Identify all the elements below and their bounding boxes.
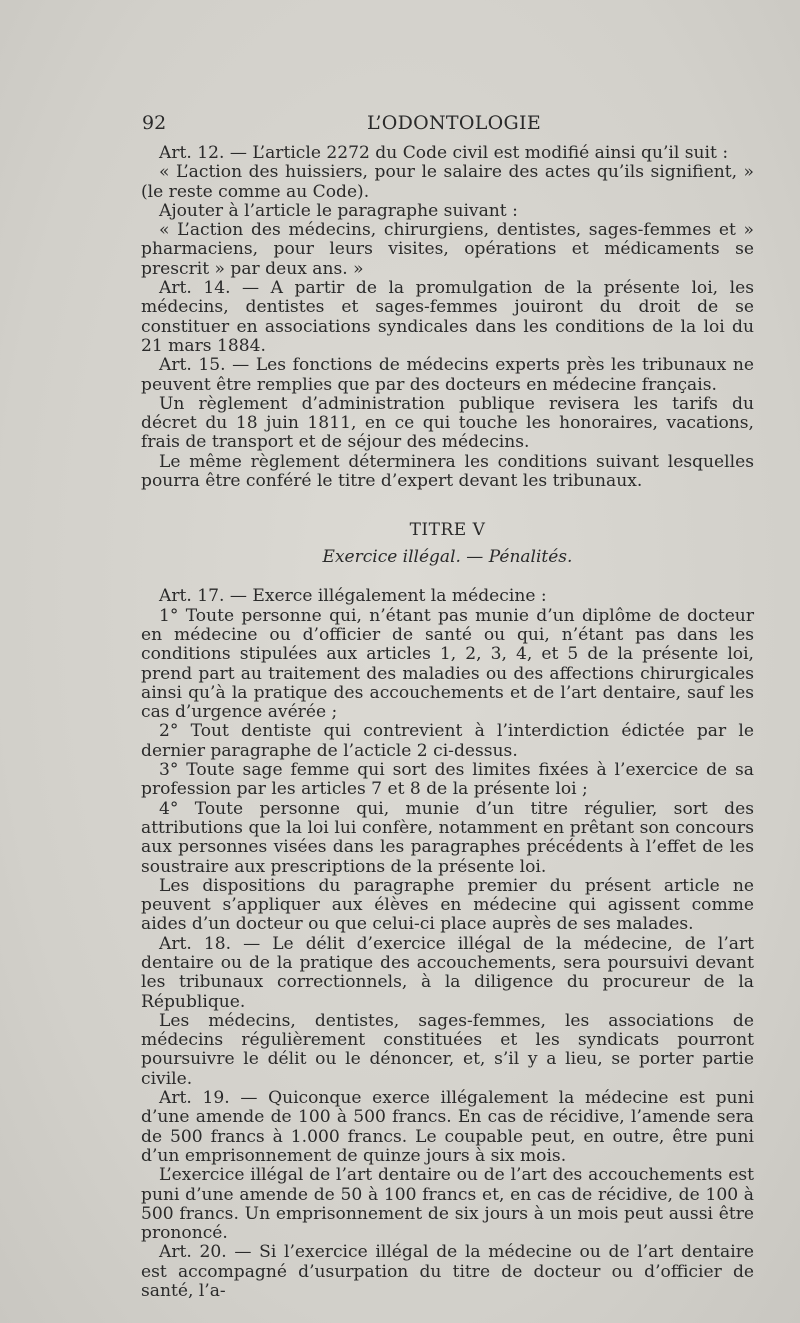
paragraph-poursuites: Les médecins, dentistes, sages-femmes, les associations de médecins régulièrement constituées et les syndicats pourront poursuivre le délit ou le dénoncer, et, s’il y a lieu, se porter partie civile. bbox=[141, 1010, 754, 1089]
paragraph-art-20: Art. 20. — Si l’exercice illégal de la médecine ou de l’art dentaire est accompagné d’usurpation du titre de docteur ou d’officier de santé, l’a- bbox=[141, 1242, 754, 1302]
paragraph-art-19: Art. 19. — Quiconque exerce illégalement la médecine est puni d’une amende de 100 à 500 francs. En cas de récidive, l’amende sera de 500 francs à 1.000 francs. Le coupable peut, en outre, être puni d’un emprisonnement de quinze jours à six mois. bbox=[141, 1088, 754, 1166]
paragraph-huissiers: « L’action des huissiers, pour le salaire des actes qu’ils signifient, » (le reste comme au Code). bbox=[141, 162, 754, 202]
paragraph-art-15: Art. 15. — Les fonctions de médecins experts près les tribunaux ne peuvent être remplies que par des docteurs en médecine français. bbox=[141, 355, 754, 395]
paragraph-art-18: Art. 18. — Le délit d’exercice illégal de la médecine, de l’art dentaire ou de la pratique des accouchements, sera poursuivi devant les tribunaux correctionnels, à la diligence du procureur de la République. bbox=[141, 933, 754, 1012]
page-body bbox=[141, 144, 754, 1301]
page-number: 92 bbox=[142, 112, 167, 134]
paragraph-action-medecins: « L’action des médecins, chirurgiens, dentistes, sages-femmes et » pharmaciens, pour leurs visites, opérations et médicaments se prescrit » par deux ans. » bbox=[141, 220, 754, 279]
paragraph-meme-reglement: Le même règlement déterminera les conditions suivant lesquelles pourra être conféré le titre d’expert devant les tribunaux. bbox=[141, 451, 754, 492]
paragraph-ajouter: Ajouter à l’article le paragraphe suivant : bbox=[159, 200, 518, 221]
paragraph-item-3: 3° Toute sage femme qui sort des limites fixées à l’exercice de sa profession par les articles 7 et 8 de la présente loi ; bbox=[141, 760, 754, 800]
paragraph-art-14: Art. 14. — A partir de la promulgation de la présente loi, les médecins, dentistes et sages-femmes jouiront du droit de se constituer en associations syndicales dans les conditions de la loi du 21 mars 1884. bbox=[141, 278, 754, 356]
section-title: TITRE V bbox=[409, 520, 486, 541]
paragraph-reglement: Un règlement d’administration publique revisera les tarifs du décret du 18 juin 1811, en ce qui touche les honoraires, vacations, frais de transport et de séjour des médecins. bbox=[141, 393, 754, 453]
section-subtitle: Exercice illégal. — Pénalités. bbox=[322, 547, 573, 568]
paragraph-item-1: 1° Toute personne qui, n’étant pas munie d’un diplôme de docteur en médecine ou d’officier de santé ou qui, n’étant pas dans les conditions stipulées aux articles 1, 2, 3, 4, et 5 de la présente loi, prend part au traitement des maladies ou des affections chirurgicales ainsi qu’à la pratique des accouchements et de l’art dentaire, sauf les cas d’urgence avérée ; bbox=[141, 605, 754, 723]
running-title: L’ODONTOLOGIE bbox=[367, 112, 542, 134]
paragraph-art-12: Art. 12. — L’article 2272 du Code civil est modifié ainsi qu’il suit : bbox=[159, 143, 729, 163]
paragraph-art-17: Art. 17. — Exerce illégalement la médecine : bbox=[159, 586, 547, 607]
page-header bbox=[142, 112, 657, 136]
paragraph-exercice-dentaire: L’exercice illégal de l’art dentaire ou de l’art des accouchements est puni d’une amende de 50 à 100 francs et, en cas de récidive, de 100 à 500 francs. Un emprisonnement de six jours à un mois peut aussi être prononcé. bbox=[141, 1165, 754, 1244]
paragraph-item-2: 2° Tout dentiste qui contrevient à l’interdiction édictée par le dernier paragraphe de l’acticle 2 ci-dessus. bbox=[141, 721, 754, 761]
paragraph-dispositions: Les dispositions du paragraphe premier du présent article ne peuvent s’appliquer aux élèves en médecine qui agissent comme aides d’un docteur ou que celui-ci place auprès de ses malades. bbox=[141, 875, 754, 935]
paragraph-item-4: 4° Toute personne qui, munie d’un titre régulier, sort des attributions que la loi lui confère, notamment en prêtant son concours aux personnes visées dans les paragraphes précédents à l’effet de les soustraire aux prescriptions de la présente loi. bbox=[141, 798, 754, 877]
